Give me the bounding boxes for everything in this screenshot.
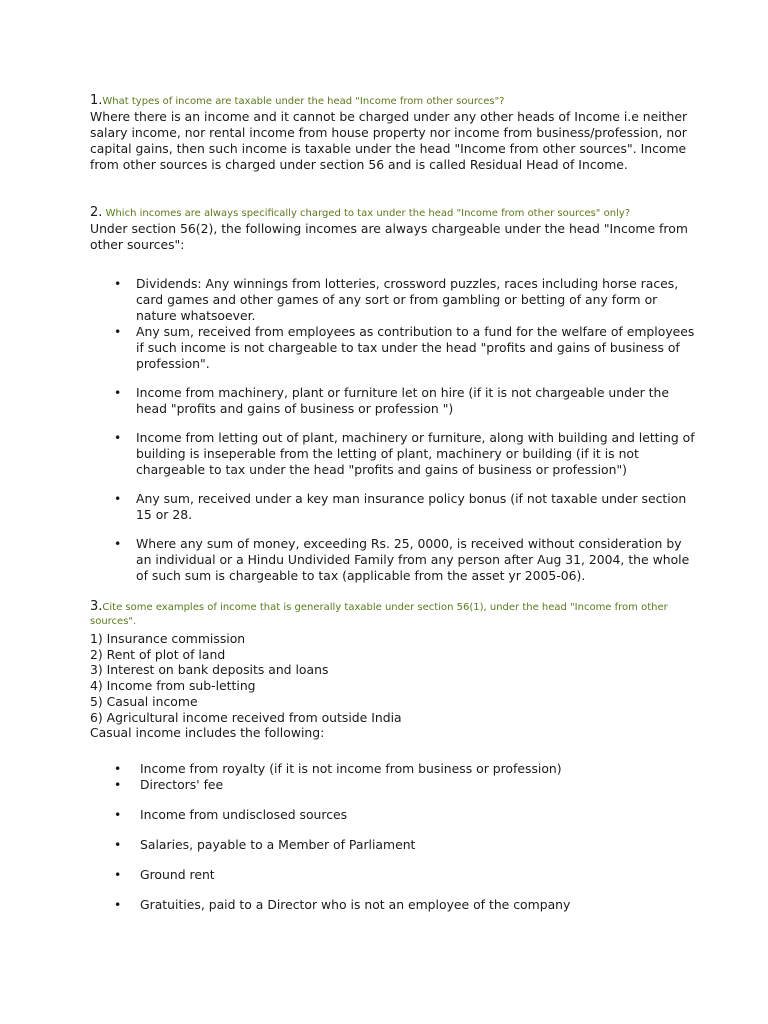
numbered-item: 3) Interest on bank deposits and loans (90, 662, 329, 678)
question-3-text: Cite some examples of income that is generally taxable under section 56(1), under the head "Income from other sources". (90, 602, 668, 627)
question-3-section (90, 600, 690, 913)
question-1-heading (90, 94, 690, 109)
question-1-section (90, 94, 690, 173)
question-3-number: 3. (90, 599, 103, 614)
list-item: • Any sum, received from employees as contribution to a fund for the welfare of employees if such income is not chargeable to tax under the head "profits and gains of business of profession". (90, 324, 700, 372)
list-item: • Dividends: Any winnings from lotteries, crossword puzzles, races including horse races, card games and other games of any sort or from gambling or betting of any form or nature whatsoever. (90, 276, 700, 324)
list-item: • Income from royalty (if it is not income from business or profession) (90, 761, 690, 777)
question-1-number: 1. (90, 93, 103, 108)
question-2-number: 2. (90, 205, 103, 220)
numbered-item: 5) Casual income (90, 693, 198, 709)
question-2-section (90, 206, 700, 584)
list-item: • Income from undisclosed sources (90, 807, 690, 823)
question-1-text: What types of income are taxable under the head "Income from other sources"? (102, 96, 505, 107)
list-item: • Salaries, payable to a Member of Parliament (90, 837, 690, 853)
list-item: • Where any sum of money, exceeding Rs. 25, 0000, is received without consideration by an individual or a Hindu Undivided Family from any person after Aug 31, 2004, the whole of such sum is chargeable to tax (applicable from the asset yr 2005-06). (90, 536, 700, 584)
list-item: • Gratuities, paid to a Director who is not an employee of the company (90, 897, 690, 913)
casual-income-list (90, 761, 690, 913)
question-2-list (90, 276, 700, 584)
list-item: • Ground rent (90, 867, 690, 883)
list-item: • Income from letting out of plant, machinery or furniture, along with building and letting of building is inseperable from the letting of plant, machinery or building (if it is not chargeable to tax under the head "profits and gains of business or profession") (90, 430, 700, 478)
casual-income-intro: Casual income includes the following: (90, 725, 325, 741)
numbered-item: 1) Insurance commission (90, 631, 246, 646)
question-3-heading (90, 600, 670, 629)
question-3-numbered-list (90, 631, 690, 741)
question-1-answer: Where there is an income and it cannot be charged under any other heads of Income i.e neither salary income, nor rental income from house property nor income from business/profession, nor capital gains, then such income is taxable under the head "Income from other sources". Income from other sources is charged under section 56 and is called Residual Head of Income. (90, 109, 688, 172)
question-2-answer: Under section 56(2), the following incomes are always chargeable under the head "Income from other sources": (90, 221, 688, 252)
list-item: • Directors' fee (90, 777, 690, 793)
numbered-item: 4) Income from sub-letting (90, 678, 256, 694)
question-2-heading (90, 206, 700, 221)
question-2-text: Which incomes are always specifically charged to tax under the head "Income from other sources" only? (102, 208, 631, 219)
list-item: • Any sum, received under a key man insurance policy bonus (if not taxable under section 15 or 28. (90, 491, 700, 523)
numbered-item: 2) Rent of plot of land (90, 646, 226, 662)
list-item: • Income from machinery, plant or furniture let on hire (if it is not chargeable under the head "profits and gains of business or profession ") (90, 385, 700, 417)
numbered-item: 6) Agricultural income received from outside India (90, 709, 402, 725)
